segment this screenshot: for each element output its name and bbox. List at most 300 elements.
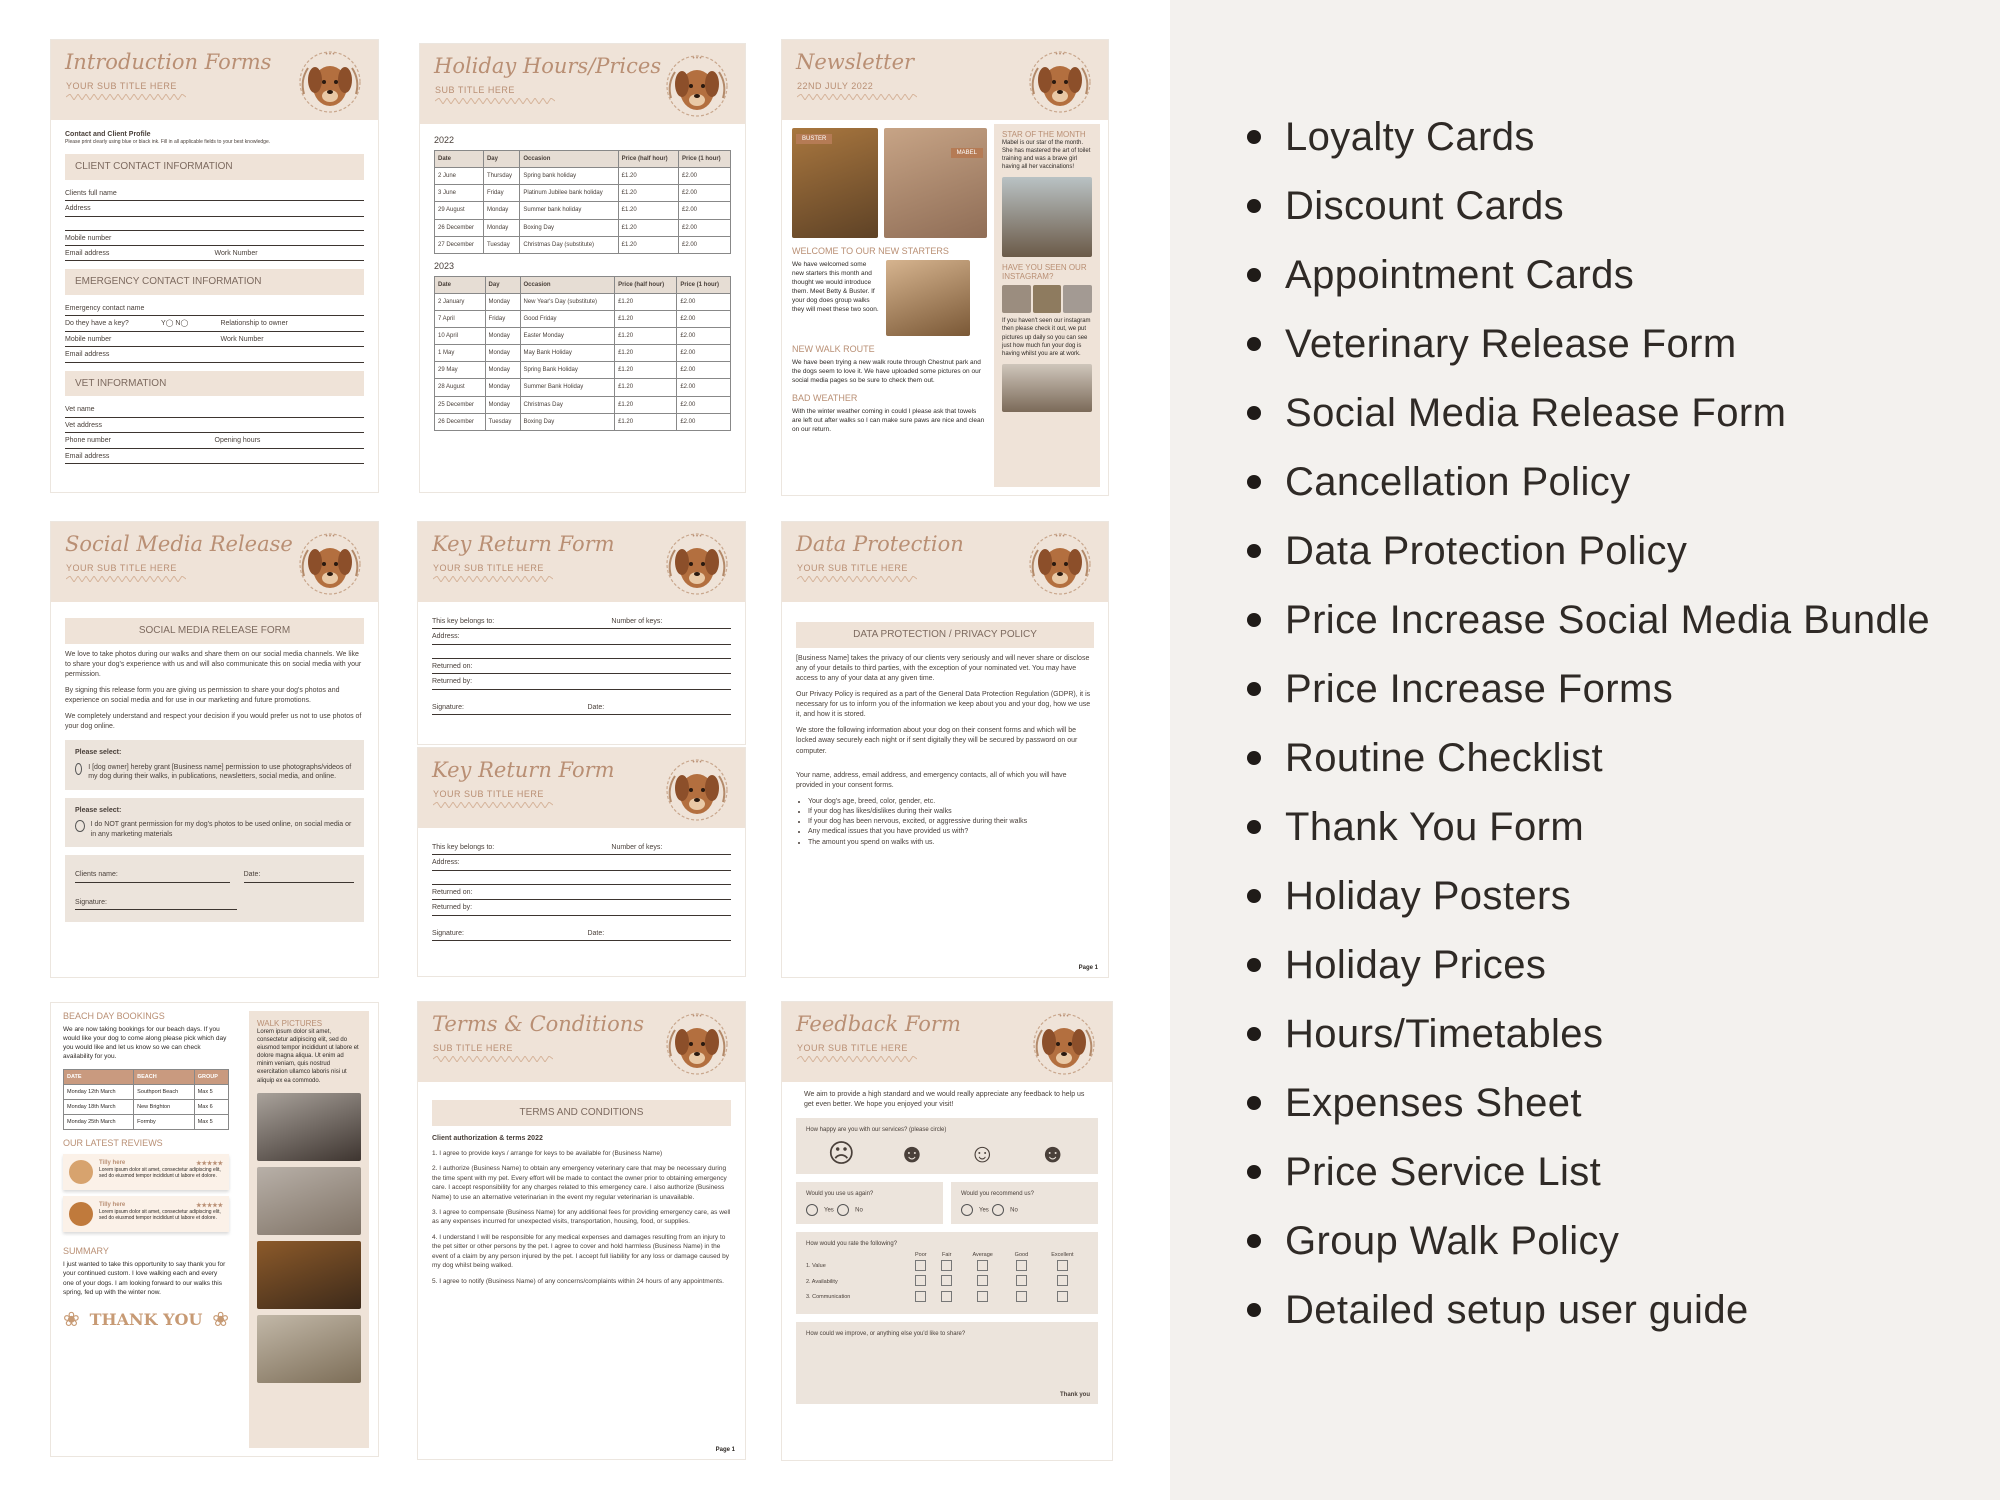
table-cell: May Bank Holiday bbox=[520, 345, 615, 362]
section-heading: STAR OF THE MONTH bbox=[1002, 130, 1086, 139]
table-cell: £1.20 bbox=[615, 293, 677, 310]
zigzag-divider bbox=[797, 1056, 917, 1062]
rating-checkbox[interactable] bbox=[1057, 1275, 1068, 1286]
dog-logo-icon bbox=[1028, 1006, 1100, 1078]
question-label: Would you use us again? bbox=[806, 1190, 874, 1197]
holiday-table-2023 bbox=[434, 276, 731, 431]
scale-label: Poor bbox=[914, 1251, 927, 1258]
scale-label: Good bbox=[1014, 1251, 1029, 1258]
card-subtitle: SUB TITLE HERE bbox=[435, 85, 515, 95]
thank-you-text: THANK YOU bbox=[89, 1309, 203, 1329]
field-line[interactable]: This key belongs to: Number of keys: bbox=[432, 614, 731, 629]
field-line[interactable] bbox=[432, 871, 731, 885]
field-line[interactable]: Vet address bbox=[65, 418, 364, 433]
feature-item: Thank You Form bbox=[1245, 793, 1965, 862]
rating-checkbox[interactable] bbox=[915, 1260, 926, 1271]
card-subtitle: SUB TITLE HERE bbox=[433, 1043, 513, 1053]
section-text: With the winter weather coming in could I please ask that towels are left out after walks so I can make sure paws are nice and clean on our return. bbox=[792, 408, 985, 434]
field-line[interactable]: Signature: bbox=[75, 895, 237, 910]
field-line[interactable]: Returned on: bbox=[432, 885, 731, 900]
terms-item: 1. I agree to provide keys / arrange for keys to be available for (Business Name) bbox=[432, 1149, 663, 1157]
rating-row bbox=[806, 1290, 1088, 1305]
table-cell: 2 January bbox=[435, 293, 486, 310]
terms-item: 3. I agree to compensate (Business Name) for any additional fees for providing emergency care, as well as any expenses incurred for unexpected visits, transportation, housing, food, or supplies. bbox=[432, 1209, 731, 1226]
feature-item: Expenses Sheet bbox=[1245, 1069, 1965, 1138]
table-cell: Monday bbox=[485, 396, 520, 413]
feature-item: Holiday Posters bbox=[1245, 862, 1965, 931]
criteria-label: 3. Communication bbox=[806, 1294, 851, 1301]
column-header: Price (half hour) bbox=[618, 151, 678, 168]
option-box bbox=[65, 740, 364, 789]
photo-tag: MABEL bbox=[951, 148, 983, 158]
table-cell: £1.20 bbox=[615, 379, 677, 396]
table-cell: Platinum Jubilee bank holiday bbox=[520, 185, 618, 202]
zigzag-divider bbox=[66, 94, 186, 100]
dog-photo bbox=[792, 128, 878, 238]
key-return-card bbox=[418, 522, 745, 744]
review-card bbox=[63, 1154, 229, 1190]
card-title: Key Return Form bbox=[432, 758, 615, 782]
section-text: We are now taking bookings for our beach days. If you would like your dog to come along please pick which day you would like and let us know so we can check availability for you. bbox=[63, 1026, 227, 1061]
field-line[interactable]: Address bbox=[65, 201, 364, 216]
table-row bbox=[435, 396, 731, 413]
social-release-card bbox=[51, 522, 378, 977]
year-label: 2023 bbox=[434, 260, 455, 271]
field-line[interactable]: Clients full name bbox=[65, 186, 364, 201]
newsletter-card bbox=[782, 40, 1108, 495]
thank-you-label: Thank you bbox=[1059, 1392, 1090, 1399]
select-label: Please select: bbox=[75, 806, 122, 814]
feature-item: Detailed setup user guide bbox=[1245, 1276, 1965, 1345]
terms-band: TERMS AND CONDITIONS bbox=[432, 1100, 731, 1126]
section-heading: WELCOME TO OUR NEW STARTERS bbox=[792, 246, 949, 256]
reviewer-name: Tilly here bbox=[99, 1202, 126, 1209]
table-cell: Thursday bbox=[483, 168, 519, 185]
table-cell: £1.20 bbox=[615, 311, 677, 328]
paragraph: We completely understand and respect your decision if you would prefer us not to use photos of your dog online. bbox=[65, 713, 362, 731]
table-cell: Monday bbox=[483, 202, 519, 219]
feature-item: Appointment Cards bbox=[1245, 241, 1965, 310]
field-line[interactable]: Mobile number bbox=[65, 231, 364, 246]
dog-photo bbox=[884, 128, 987, 238]
table-cell: £1.20 bbox=[618, 168, 678, 185]
feature-item: Group Walk Policy bbox=[1245, 1207, 1965, 1276]
feature-item: Cancellation Policy bbox=[1245, 448, 1965, 517]
list-item: • If your dog has likes/dislikes during their walks bbox=[808, 807, 1094, 817]
table-cell: £2.00 bbox=[677, 311, 731, 328]
table-cell: £2.00 bbox=[678, 236, 730, 253]
zigzag-divider bbox=[433, 576, 553, 582]
table-cell: Formby bbox=[134, 1115, 195, 1130]
section-heading: WALK PICTURES bbox=[257, 1019, 323, 1028]
field-line[interactable]: Clients name: bbox=[75, 867, 230, 882]
field-line[interactable] bbox=[432, 645, 731, 659]
use-again-box: Would you use us again? Yes No bbox=[796, 1182, 943, 1224]
rating-checkbox[interactable] bbox=[915, 1275, 926, 1286]
table-cell: £1.20 bbox=[618, 236, 678, 253]
field-line[interactable]: Phone number Opening hours bbox=[65, 433, 364, 448]
field-line[interactable]: This key belongs to: Number of keys: bbox=[432, 840, 731, 855]
option-box bbox=[65, 798, 364, 847]
intro-form-card bbox=[51, 40, 378, 492]
sad-face-icon[interactable]: ☹ bbox=[827, 1137, 855, 1168]
table-cell: 2 June bbox=[435, 168, 484, 185]
key-return-card bbox=[418, 748, 745, 976]
terms-item: 2. I authorize (Business Name) to obtain any emergency veterinary care that may be necessary during the time spent with my pet. Every effort will be made to contact the owner prior to obtaining emergency care. I accept responsibility for any charges related to this emergency care. I also authorize (Business Name) to use an alternative veterinarian in the event my regular veterinarian is unavailable. bbox=[432, 1165, 727, 1201]
card-header bbox=[51, 40, 378, 120]
section-text: Mabel is our star of the month. She has mastered the art of toilet training and was a brave girl having all her vaccinations! bbox=[1002, 140, 1091, 171]
rating-checkbox[interactable] bbox=[977, 1275, 988, 1286]
walk-photo bbox=[257, 1241, 361, 1309]
scale-label: Excellent bbox=[1051, 1251, 1074, 1258]
field-line[interactable] bbox=[65, 217, 364, 231]
scale-label: Fair bbox=[941, 1251, 952, 1258]
rating-table bbox=[806, 1252, 1088, 1306]
column-header: Date bbox=[435, 276, 486, 293]
happy-face-icon[interactable]: ☻ bbox=[1038, 1137, 1067, 1168]
table-cell: 26 December bbox=[435, 219, 484, 236]
emergency-band: EMERGENCY CONTACT INFORMATION bbox=[65, 269, 364, 295]
rating-checkbox[interactable] bbox=[915, 1291, 926, 1302]
paragraph: Your name, address, email address, and emergency contacts, all of which you will have provided in your consent forms. bbox=[796, 771, 1067, 789]
paw-icon: ❀ bbox=[63, 1308, 80, 1331]
card-subtitle: YOUR SUB TITLE HERE bbox=[66, 563, 177, 573]
rating-checkbox[interactable] bbox=[1016, 1260, 1027, 1271]
table-cell: 7 April bbox=[435, 311, 486, 328]
walk-photo bbox=[257, 1315, 361, 1383]
feature-item: Veterinary Release Form bbox=[1245, 310, 1965, 379]
radio-button[interactable] bbox=[806, 1204, 818, 1216]
card-header bbox=[418, 748, 745, 828]
field-line[interactable]: Email address Work Number bbox=[65, 246, 364, 261]
field-line[interactable]: Emergency contact name bbox=[65, 301, 364, 316]
table-cell: £2.00 bbox=[677, 379, 731, 396]
table-cell: Summer Bank Holiday bbox=[520, 379, 615, 396]
table-cell: Monday bbox=[485, 345, 520, 362]
holiday-prices-card bbox=[420, 44, 745, 492]
radio-button[interactable] bbox=[75, 820, 85, 832]
card-title: Holiday Hours/Prices bbox=[434, 54, 662, 78]
column-header: Price (1 hour) bbox=[677, 276, 731, 293]
table-row bbox=[435, 328, 731, 345]
table-cell: Monday bbox=[485, 328, 520, 345]
profile-note: Please print clearly using blue or black ink. Fill in all applicable fields to your best knowledge. bbox=[65, 139, 271, 146]
card-subtitle: YOUR SUB TITLE HERE bbox=[66, 81, 177, 91]
holiday-table-2022 bbox=[434, 150, 731, 254]
review-text: Lorem ipsum dolor sit amet, consectetur adipiscing elit, sed do eiusmod tempor incididunt ut labore et dolore. bbox=[99, 1209, 221, 1222]
section-text: We have been trying a new walk route through Chestnut park and the dogs seem to love it. We have uploaded some pictures on our social media pages so be sure to check them out. bbox=[792, 359, 981, 385]
feedback-card bbox=[782, 1002, 1112, 1460]
field-line[interactable]: Returned on: bbox=[432, 659, 731, 674]
table-row bbox=[64, 1085, 229, 1100]
zigzag-divider bbox=[797, 576, 917, 582]
table-cell: £2.00 bbox=[677, 413, 731, 430]
neutral-face-icon[interactable]: ☻ bbox=[898, 1137, 926, 1168]
rating-checkbox[interactable] bbox=[1016, 1291, 1027, 1302]
card-header bbox=[51, 522, 378, 602]
paragraph: We love to take photos during our walks and share them on our social media channels. We like to share your dog's experience with us and will also communicate this on social media with your permission. bbox=[65, 650, 362, 678]
table-cell: £1.20 bbox=[615, 413, 677, 430]
column-header: Day bbox=[483, 151, 519, 168]
terms-list bbox=[432, 1149, 731, 1286]
table-row bbox=[435, 362, 731, 379]
table-cell: Friday bbox=[485, 311, 520, 328]
review-text: Lorem ipsum dolor sit amet, consectetur adipiscing elit, sed do eiusmod tempor incididunt ut labore et dolore. bbox=[99, 1167, 221, 1180]
field-line[interactable]: Signature: Date: bbox=[432, 926, 731, 941]
field-line[interactable]: Mobile number Work Number bbox=[65, 332, 364, 347]
section-heading: BAD WEATHER bbox=[792, 393, 858, 404]
table-cell: 10 April bbox=[435, 328, 486, 345]
profile-heading: Contact and Client Profile bbox=[65, 131, 151, 138]
card-header bbox=[782, 1002, 1112, 1082]
question-label: How could we improve, or anything else you'd like to share? bbox=[806, 1330, 966, 1337]
paw-icon: ❀ bbox=[212, 1308, 229, 1331]
feature-item: Routine Checklist bbox=[1245, 724, 1965, 793]
table-cell: £1.20 bbox=[615, 362, 677, 379]
avatar bbox=[69, 1160, 93, 1184]
table-cell: New Brighton bbox=[134, 1100, 195, 1115]
zigzag-divider bbox=[435, 98, 555, 104]
table-cell: £2.00 bbox=[678, 202, 730, 219]
field-line[interactable]: Address: bbox=[432, 629, 731, 644]
field-line[interactable]: Email address bbox=[65, 347, 364, 362]
walk-photo bbox=[1002, 364, 1092, 412]
section-text: If you haven't seen our instagram then please check it out, we put pictures up daily so you can see just how much fun your dog is having whilst you are at work. bbox=[1002, 318, 1091, 357]
table-cell: Christmas Day bbox=[520, 396, 615, 413]
section-text: Lorem ipsum dolor sit amet, consectetur adipiscing elit, sed do eiusmod tempor incididunt ut labore et dolore magna aliqua. Ut enim ad minim veniam, quis nostrud exercitation ullamco laboris nisi ut aliquip ex ea commodo. bbox=[257, 1029, 359, 1084]
vet-band: VET INFORMATION bbox=[65, 371, 364, 397]
dog-logo-icon bbox=[294, 44, 366, 116]
table-cell: £1.20 bbox=[615, 345, 677, 362]
rating-row bbox=[806, 1259, 1088, 1274]
scale-label: Average bbox=[972, 1251, 993, 1258]
table-cell: Monday bbox=[485, 293, 520, 310]
card-title: Newsletter bbox=[796, 50, 915, 74]
column-header: BEACH bbox=[134, 1070, 195, 1085]
paragraph: [Business Name] takes the privacy of our clients very seriously and will never share or disclose any of your details to third parties, with the exception of your nominated vet. You may have access to any of your data at any given time. bbox=[796, 654, 1090, 682]
radio-button[interactable] bbox=[837, 1204, 849, 1216]
field-line[interactable]: Date: bbox=[244, 867, 354, 882]
table-cell: Spring Bank Holiday bbox=[520, 362, 615, 379]
field-line[interactable]: Returned by: bbox=[432, 900, 731, 915]
card-title: Terms & Conditions bbox=[432, 1012, 645, 1036]
table-cell: £1.20 bbox=[615, 396, 677, 413]
table-cell: Monday bbox=[483, 219, 519, 236]
option-text: I [dog owner] hereby grant [Business name] permission to use photographs/videos of my dog during their walks, in publications, newsletters, social media, and online. bbox=[88, 763, 352, 781]
table-cell: Tuesday bbox=[485, 413, 520, 430]
card-title: Data Protection bbox=[796, 532, 964, 556]
newsletter-date: 22ND JULY 2022 bbox=[797, 81, 874, 91]
table-cell: £1.20 bbox=[618, 202, 678, 219]
client-band: CLIENT CONTACT INFORMATION bbox=[65, 154, 364, 180]
table-cell: 28 August bbox=[435, 379, 486, 396]
card-subtitle: YOUR SUB TITLE HERE bbox=[797, 1043, 908, 1053]
field-line[interactable]: Email address bbox=[65, 449, 364, 464]
newsletter-page2-card bbox=[51, 1003, 378, 1456]
column-header: Occasion bbox=[520, 276, 615, 293]
table-cell: £1.20 bbox=[618, 185, 678, 202]
zigzag-divider bbox=[433, 1056, 553, 1062]
zigzag-divider bbox=[433, 802, 553, 808]
feature-item: Loyalty Cards bbox=[1245, 103, 1965, 172]
table-cell: £1.20 bbox=[618, 219, 678, 236]
table-cell: £1.20 bbox=[615, 328, 677, 345]
recommend-box: Would you recommend us? Yes No bbox=[951, 1182, 1098, 1224]
criteria-label: 1. Value bbox=[806, 1263, 826, 1270]
rating-checkbox[interactable] bbox=[941, 1275, 952, 1286]
rating-checkbox[interactable] bbox=[977, 1260, 988, 1271]
field-line[interactable]: Vet name bbox=[65, 402, 364, 417]
field-line[interactable]: Do they have a key? Y◯ N◯ Relationship to owner bbox=[65, 316, 364, 331]
card-title: Key Return Form bbox=[432, 532, 615, 556]
walk-photo bbox=[257, 1093, 361, 1161]
feature-list bbox=[1245, 103, 1965, 1345]
terms-item: 4. I understand I will be responsible for any medical expenses and damages resulting from an injury to the pet sitter or other persons by the pet. I agree to cover and hold harmless (Business Name) in the event of a claim by any person injured by the pet. I accept full liability for any loss or damage caused by my dog whilst being walked. bbox=[432, 1233, 729, 1270]
rating-checkbox[interactable] bbox=[1016, 1275, 1027, 1286]
happiness-box bbox=[796, 1118, 1098, 1174]
table-row bbox=[435, 293, 731, 310]
rating-checkbox[interactable] bbox=[1057, 1291, 1068, 1302]
table-cell: 1 May bbox=[435, 345, 486, 362]
card-header bbox=[420, 44, 745, 124]
radio-button[interactable] bbox=[75, 763, 82, 775]
table-cell: 26 December bbox=[435, 413, 486, 430]
table-cell: Monday 18th March bbox=[64, 1100, 134, 1115]
table-cell: Boxing Day bbox=[520, 219, 618, 236]
smile-face-icon[interactable]: ☺ bbox=[968, 1137, 996, 1168]
table-cell: New Year's Day (substitute) bbox=[520, 293, 615, 310]
feature-item: Price Increase Forms bbox=[1245, 655, 1965, 724]
table-row bbox=[435, 345, 731, 362]
option-text: I do NOT grant permission for my dog's photos to be used online, on social media or in any marketing materials bbox=[90, 821, 352, 838]
privacy-band: DATA PROTECTION / PRIVACY POLICY bbox=[796, 622, 1094, 648]
column-header: Date bbox=[435, 151, 484, 168]
table-row bbox=[435, 168, 731, 185]
zigzag-divider bbox=[797, 94, 917, 100]
table-cell: Tuesday bbox=[483, 236, 519, 253]
table-cell: Boxing Day bbox=[520, 413, 615, 430]
field-line[interactable]: Address: bbox=[432, 855, 731, 870]
card-subtitle: YOUR SUB TITLE HERE bbox=[433, 563, 544, 573]
feature-item: Price Increase Social Media Bundle bbox=[1245, 586, 1965, 655]
table-cell: Monday bbox=[485, 379, 520, 396]
walk-photo bbox=[257, 1167, 361, 1235]
table-row bbox=[435, 219, 731, 236]
table-cell: Summer bank holiday bbox=[520, 202, 618, 219]
list-item: • Any medical issues that you have provided us with? bbox=[808, 827, 1094, 837]
table-cell: £2.00 bbox=[677, 328, 731, 345]
page-number: Page 1 bbox=[715, 1447, 735, 1453]
feature-item: Data Protection Policy bbox=[1245, 517, 1965, 586]
table-row bbox=[435, 379, 731, 396]
section-heading: OUR LATEST REVIEWS bbox=[63, 1138, 163, 1149]
rating-checkbox[interactable] bbox=[1057, 1260, 1068, 1271]
terms-heading: Client authorization & terms 2022 bbox=[432, 1134, 543, 1142]
table-cell: 27 December bbox=[435, 236, 484, 253]
feedback-intro: We aim to provide a high standard and we would really appreciate any feedback to help us get even better. We hope you enjoyed your visit! bbox=[804, 1091, 1085, 1108]
paragraph: Our Privacy Policy is required as a part of the General Data Protection Regulation (GDPR), it is necessary for us to inform you of the information we keep about you and your dog, how we use it, and how it is stored. bbox=[796, 690, 1091, 719]
dog-logo-icon bbox=[661, 1006, 733, 1078]
rating-checkbox[interactable] bbox=[941, 1291, 952, 1302]
star-rating: ★★★★★ bbox=[196, 1203, 223, 1210]
table-row bbox=[435, 185, 731, 202]
table-cell: Monday bbox=[485, 362, 520, 379]
column-header: Price (half hour) bbox=[615, 276, 677, 293]
section-heading: BEACH DAY BOOKINGS bbox=[63, 1011, 165, 1021]
question-label: Would you recommend us? bbox=[961, 1190, 1034, 1197]
table-row bbox=[64, 1115, 229, 1130]
table-cell: Spring bank holiday bbox=[520, 168, 618, 185]
reviewer-name: Tilly here bbox=[99, 1160, 126, 1167]
table-cell: Max 5 bbox=[194, 1115, 228, 1130]
data-protection-card bbox=[782, 522, 1108, 977]
terms-item: 5. I agree to notify (Business Name) of any concerns/complaints within 24 hours of any appointments. bbox=[432, 1277, 724, 1285]
improve-box[interactable] bbox=[796, 1322, 1098, 1404]
radio-button[interactable] bbox=[961, 1204, 973, 1216]
radio-button[interactable] bbox=[992, 1204, 1004, 1216]
rating-box bbox=[796, 1232, 1098, 1314]
table-cell: Southport Beach bbox=[134, 1085, 195, 1100]
rating-checkbox[interactable] bbox=[977, 1291, 988, 1302]
section-heading: NEW WALK ROUTE bbox=[792, 344, 875, 354]
paragraph: We store the following information about your dog on their consent forms and which will be locked away securely each night or if sent digitally they will be secured by password on our computer. bbox=[796, 727, 1078, 755]
table-cell: Good Friday bbox=[520, 311, 615, 328]
table-cell: £2.00 bbox=[677, 396, 731, 413]
criteria-label: 2. Availability bbox=[806, 1278, 838, 1285]
rating-row bbox=[806, 1275, 1088, 1290]
dog-logo-icon bbox=[661, 48, 733, 120]
table-cell: £2.00 bbox=[677, 293, 731, 310]
table-cell: 25 December bbox=[435, 396, 486, 413]
insta-photo bbox=[1033, 285, 1062, 313]
table-cell: 29 August bbox=[435, 202, 484, 219]
table-cell: Easter Monday bbox=[520, 328, 615, 345]
insta-photo bbox=[1063, 285, 1092, 313]
card-header bbox=[782, 522, 1108, 602]
table-row bbox=[435, 311, 731, 328]
table-row bbox=[435, 202, 731, 219]
card-subtitle: YOUR SUB TITLE HERE bbox=[797, 563, 908, 573]
table-cell: £2.00 bbox=[677, 345, 731, 362]
field-line[interactable]: Returned by: bbox=[432, 674, 731, 689]
table-cell: 3 June bbox=[435, 185, 484, 202]
dog-logo-icon bbox=[661, 752, 733, 824]
list-item: • If your dog has been nervous, excited, or aggressive during their walks bbox=[808, 817, 1094, 827]
table-row bbox=[64, 1100, 229, 1115]
rating-checkbox[interactable] bbox=[941, 1260, 952, 1271]
column-header: Day bbox=[485, 276, 520, 293]
question-label: How would you rate the following? bbox=[806, 1240, 898, 1247]
data-list bbox=[796, 797, 1094, 848]
column-header: GROUP bbox=[194, 1070, 228, 1085]
feature-item: Social Media Release Form bbox=[1245, 379, 1965, 448]
table-cell: Friday bbox=[483, 185, 519, 202]
list-item: • Your dog's age, breed, color, gender, etc. bbox=[808, 797, 1094, 807]
column-header: Price (1 hour) bbox=[678, 151, 730, 168]
card-title: Social Media Release bbox=[65, 532, 293, 556]
card-header bbox=[782, 40, 1108, 120]
table-cell: £2.00 bbox=[678, 219, 730, 236]
dog-logo-icon bbox=[1024, 44, 1096, 116]
card-header bbox=[418, 1002, 745, 1082]
feature-item: Price Service List bbox=[1245, 1138, 1965, 1207]
feature-item: Discount Cards bbox=[1245, 172, 1965, 241]
beach-table bbox=[63, 1069, 229, 1130]
field-line[interactable]: Signature: Date: bbox=[432, 700, 731, 715]
terms-card bbox=[418, 1002, 745, 1459]
list-item: • The amount you spend on walks with us. bbox=[808, 838, 1094, 848]
dog-logo-icon bbox=[1024, 526, 1096, 598]
